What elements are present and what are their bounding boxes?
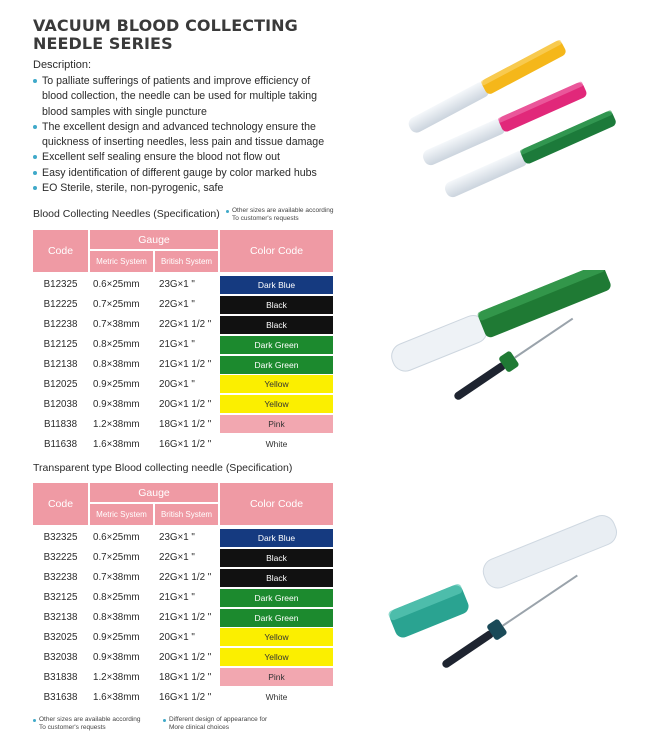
section1-title: Blood Collecting Needles (Specification) xyxy=(33,208,220,220)
footer-note-line: Different design of appearance for xyxy=(169,716,268,723)
cell-color-code: Black xyxy=(220,549,333,567)
cell-color-code: Pink xyxy=(220,415,333,433)
cell-code: B12025 xyxy=(43,378,78,390)
table-row xyxy=(33,434,333,454)
header-color-code: Color Code xyxy=(220,230,333,272)
section1-note-line-1: Other sizes are available according xyxy=(232,207,334,214)
footer-note-sizes xyxy=(33,716,141,732)
table-row xyxy=(33,568,333,588)
header-metric: Metric System xyxy=(90,251,153,272)
feature-item: Easy identification of different gauge by color marked hubs xyxy=(33,166,333,181)
cell-code: B31838 xyxy=(43,671,78,683)
table-row xyxy=(33,374,333,394)
cell-british: 21G×1 " xyxy=(159,592,195,604)
transparent-needle-illustration xyxy=(385,508,630,678)
table-body xyxy=(33,275,333,454)
cell-british: 18G×1 1/2 " xyxy=(159,671,212,683)
table-row xyxy=(33,687,333,707)
spec-table-1 xyxy=(33,230,333,454)
cell-color-code: Dark Green xyxy=(220,609,333,627)
header-gauge: Gauge xyxy=(90,230,218,249)
clear-cap xyxy=(479,512,620,592)
cell-code: B12138 xyxy=(43,359,78,370)
cell-color-code: White xyxy=(220,435,333,453)
cell-metric: 0.6×25mm xyxy=(93,279,140,291)
cell-british: 20G×1 " xyxy=(159,378,195,390)
feature-item: The excellent design and advanced technology ensure the quickness of inserting needles, less pain and tissue damage xyxy=(33,120,333,151)
cell-metric: 0.9×38mm xyxy=(93,651,140,663)
table-header xyxy=(33,483,333,525)
cell-british: 23G×1 " xyxy=(159,532,195,544)
cell-color-code: Black xyxy=(220,316,333,334)
table-row xyxy=(33,315,333,335)
cell-metric: 1.2×38mm xyxy=(93,418,140,430)
header-gauge: Gauge xyxy=(90,483,218,502)
table-row xyxy=(33,528,333,548)
cell-metric: 0.7×38mm xyxy=(93,572,140,584)
footer-note-design xyxy=(163,716,267,732)
cell-metric: 0.9×25mm xyxy=(93,378,140,390)
header-british: British System xyxy=(155,504,218,525)
feature-item: Excellent self sealing ensure the blood not flow out xyxy=(33,150,333,165)
header-code: Code xyxy=(33,483,88,525)
pink-needle xyxy=(421,81,588,167)
cell-metric: 1.6×38mm xyxy=(93,438,140,450)
title-line-2: NEEDLE SERIES xyxy=(33,34,173,53)
cell-british: 23G×1 " xyxy=(159,279,195,291)
table-row xyxy=(33,355,333,375)
section2-title: Transparent type Blood collecting needle (Specification) xyxy=(33,462,293,474)
cell-british: 21G×1 " xyxy=(159,339,195,351)
cell-metric: 0.8×25mm xyxy=(93,592,140,604)
cell-code: B12225 xyxy=(43,299,78,311)
cell-code: B31638 xyxy=(43,691,78,703)
cell-british: 21G×1 1/2 " xyxy=(159,359,212,370)
yellow-needle xyxy=(406,40,567,135)
cell-metric: 0.7×25mm xyxy=(93,299,140,311)
cell-code: B32138 xyxy=(43,612,78,623)
cell-color-code: Yellow xyxy=(220,395,333,413)
cell-metric: 0.8×38mm xyxy=(93,612,140,623)
cell-color-code: Dark Green xyxy=(220,356,333,374)
cell-code: B11638 xyxy=(43,438,78,450)
page-title xyxy=(33,17,363,53)
teal-cap xyxy=(387,583,471,640)
table-row xyxy=(33,647,333,667)
cell-color-code: Black xyxy=(220,569,333,587)
header-metric: Metric System xyxy=(90,504,153,525)
cell-color-code: Dark Green xyxy=(220,589,333,607)
cell-metric: 1.2×38mm xyxy=(93,671,140,683)
cell-color-code: White xyxy=(220,688,333,706)
title-line-1: VACUUM BLOOD COLLECTING xyxy=(33,16,298,35)
cell-color-code: Yellow xyxy=(220,375,333,393)
table-row xyxy=(33,295,333,315)
cell-metric: 0.7×38mm xyxy=(93,319,140,331)
cell-metric: 0.9×25mm xyxy=(93,631,140,643)
feature-item: EO Sterile, sterile, non-pyrogenic, safe xyxy=(33,181,333,196)
cell-british: 20G×1 1/2 " xyxy=(159,651,212,663)
table-row xyxy=(33,414,333,434)
cell-code: B32238 xyxy=(43,572,78,584)
description-label: Description: xyxy=(33,59,92,71)
needle-trio-illustration xyxy=(390,40,630,210)
footer-note-line: To customer's requests xyxy=(39,724,106,731)
cell-british: 16G×1 1/2 " xyxy=(159,438,212,450)
cell-british: 21G×1 1/2 " xyxy=(159,612,212,623)
cell-british: 22G×1 " xyxy=(159,552,195,564)
cell-color-code: Yellow xyxy=(220,648,333,666)
cell-code: B32125 xyxy=(43,592,78,604)
spec-table-2 xyxy=(33,483,333,707)
cell-code: B11838 xyxy=(43,418,78,430)
table-row xyxy=(33,667,333,687)
table-row xyxy=(33,548,333,568)
table-row xyxy=(33,588,333,608)
cell-color-code: Dark Blue xyxy=(220,276,333,294)
table-row xyxy=(33,627,333,647)
cell-code: B32225 xyxy=(43,552,78,564)
cell-british: 22G×1 1/2 " xyxy=(159,572,212,584)
header-british: British System xyxy=(155,251,218,272)
cell-british: 20G×1 " xyxy=(159,631,195,643)
cell-metric: 0.8×25mm xyxy=(93,339,140,351)
section1-note xyxy=(226,207,334,223)
cell-metric: 0.9×38mm xyxy=(93,398,140,410)
cell-metric: 1.6×38mm xyxy=(93,691,140,703)
cell-code: B32038 xyxy=(43,651,78,663)
cell-british: 20G×1 1/2 " xyxy=(159,398,212,410)
feature-list xyxy=(33,74,333,196)
green-needle-illustration xyxy=(385,270,630,420)
cell-color-code: Pink xyxy=(220,668,333,686)
cell-british: 22G×1 " xyxy=(159,299,195,311)
cell-code: B32025 xyxy=(43,631,78,643)
cell-british: 22G×1 1/2 " xyxy=(159,319,212,331)
cell-metric: 0.6×25mm xyxy=(93,532,140,544)
cell-british: 16G×1 1/2 " xyxy=(159,691,212,703)
table-body xyxy=(33,528,333,707)
cell-code: B12125 xyxy=(43,339,78,351)
footer-note-line: Other sizes are available according xyxy=(39,716,141,723)
cell-british: 18G×1 1/2 " xyxy=(159,418,212,430)
table-row xyxy=(33,394,333,414)
footer-note-line: More clinical choices xyxy=(169,724,229,731)
table-row xyxy=(33,275,333,295)
section1-note-line-2: To customer's requests xyxy=(232,215,299,222)
cell-metric: 0.7×25mm xyxy=(93,552,140,564)
cell-metric: 0.8×38mm xyxy=(93,359,140,370)
table-row xyxy=(33,608,333,628)
cell-code: B12325 xyxy=(43,279,78,291)
header-color-code: Color Code xyxy=(220,483,333,525)
table-row xyxy=(33,335,333,355)
cell-color-code: Black xyxy=(220,296,333,314)
cell-code: B12238 xyxy=(43,319,78,331)
cell-color-code: Dark Green xyxy=(220,336,333,354)
header-code: Code xyxy=(33,230,88,272)
feature-item: To palliate sufferings of patients and improve efficiency of blood collection, the needle can be used for multiple taking blood samples with single puncture xyxy=(33,74,333,120)
cell-code: B32325 xyxy=(43,532,78,544)
green-needle xyxy=(443,110,618,199)
cell-code: B12038 xyxy=(43,398,78,410)
cell-color-code: Dark Blue xyxy=(220,529,333,547)
table-header xyxy=(33,230,333,272)
cell-color-code: Yellow xyxy=(220,628,333,646)
